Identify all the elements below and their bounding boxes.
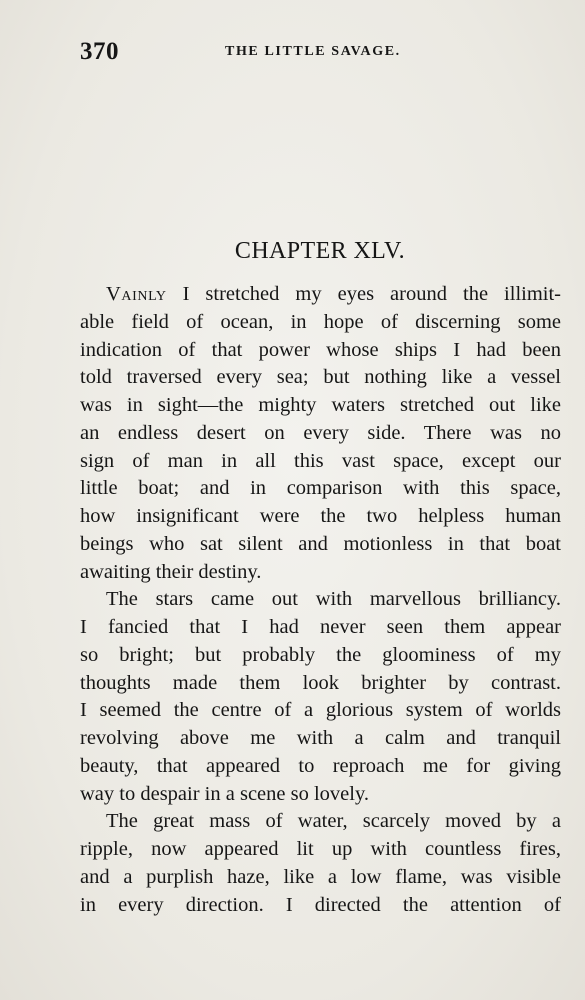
text-line: so bright; but probably the gloominess of my: [80, 643, 561, 666]
text-line: thoughts made them look brighter by contrast.: [80, 671, 561, 694]
text-line: beings who sat silent and motionless in that boat: [80, 532, 561, 555]
text-line: how insignificant were the two helpless human: [80, 505, 561, 527]
text-line: and a purplish haze, like a low flame, was visible: [80, 865, 561, 888]
page-number: 370: [80, 38, 119, 65]
text-line: an endless desert on every side. There was no: [80, 421, 561, 444]
text-line: beauty, that appeared to reproach me for giving: [80, 754, 561, 777]
text-line: little boat; and in comparison with this space,: [80, 477, 561, 500]
text-line: The stars came out with marvellous brilliancy.: [106, 588, 561, 611]
text-line: I seemed the centre of a glorious system of worlds: [80, 699, 561, 722]
text-line: Vainly I stretched my eyes around the illimit-: [106, 283, 561, 305]
text-line: revolving above me with a calm and tranquil: [80, 727, 561, 749]
text-line: The great mass of water, scarcely moved by a: [106, 810, 561, 833]
text-line: ripple, now appeared lit up with countless fires,: [80, 838, 561, 860]
text-line: I fancied that I had never seen them appear: [80, 616, 561, 638]
text-line: in every direction. I directed the attention of: [80, 893, 561, 916]
body-text: [80, 281, 561, 919]
running-title: THE LITTLE SAVAGE.: [225, 44, 401, 59]
text-line: sign of man in all this vast space, except our: [80, 449, 561, 472]
text-line: awaiting their destiny.: [80, 560, 262, 583]
text-line: able field of ocean, in hope of discerning some: [80, 310, 561, 333]
text-line: way to despair in a scene so lovely.: [80, 782, 370, 805]
opening-word: Vainly: [106, 283, 167, 305]
text-line: indication of that power whose ships I had been: [80, 338, 561, 361]
text-line: was in sight—the mighty waters stretched out like: [80, 394, 561, 416]
chapter-heading: CHAPTER XLV.: [234, 238, 406, 264]
running-head: [80, 38, 560, 68]
text-line: told traversed every sea; but nothing like a vessel: [80, 366, 561, 389]
